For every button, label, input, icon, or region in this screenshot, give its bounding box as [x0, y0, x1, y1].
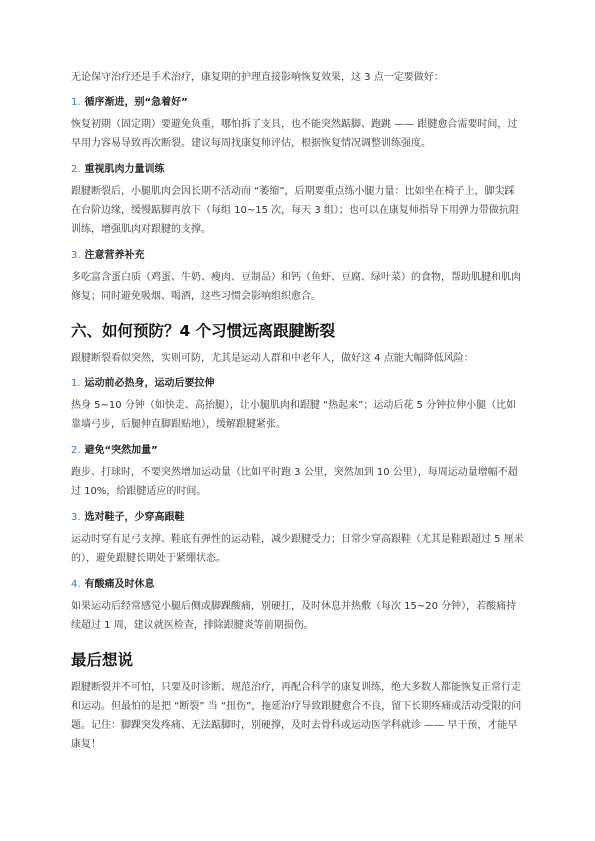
item-number: 1. [71, 97, 81, 108]
closing-body: 跟腱断裂并不可怕，只要及时诊断、规范治疗，再配合科学的康复训练，绝大多数人都能恢复正常行走和运动。但最怕的是把 “断裂” 当 “扭伤”，拖延治疗导致跟腱愈合不良，留下长期疼痛或活动受限的问题。记住：脚踝突发疼痛、无法踮脚时，别硬撑，及时去骨科或运动医学科就诊 —— 早干预，才能早康复！ [71, 682, 522, 750]
item-title-text: 运动前必热身，运动后要拉伸 [84, 378, 215, 389]
prevention-item [71, 441, 524, 501]
item-title-text: 重视肌肉力量训练 [84, 164, 165, 175]
recovery-intro: 无论保守治疗还是手术治疗，康复期的护理直接影响恢复效果，这 3 点一定要做好： [71, 72, 444, 83]
recovery-item-title [71, 93, 524, 112]
item-number: 2. [71, 164, 81, 175]
prevention-item-body: 如果运动后经常感觉小腿后侧或脚踝酸痛，别硬扛，及时休息并热敷（每次 15~20 分钟），若酸痛持续超过 1 周，建议就医检查，排除跟腱炎等前期损伤。 [71, 601, 517, 631]
prevention-item-body: 热身 5~10 分钟（如快走、高抬腿），让小腿肌肉和跟腱 “热起来”；运动后花 5 分钟拉伸小腿（比如靠墙弓步，后腿伸直脚跟贴地），缓解跟腱紧张。 [71, 400, 517, 430]
prevention-item-body: 跑步、打球时，不要突然增加运动量（比如平时跑 3 公里，突然加到 10 公里），每周运动量增幅不超过 10%，给跟腱适应的时间。 [71, 467, 518, 497]
item-number: 3. [71, 512, 81, 523]
prevention-item [71, 374, 524, 434]
prevention-intro: 跟腱断裂看似突然，实则可防，尤其是运动人群和中老年人，做好这 4 点能大幅降低风险： [71, 353, 474, 364]
item-number: 2. [71, 445, 81, 456]
recovery-item-title [71, 160, 524, 179]
item-title-text: 避免“突然加量” [84, 445, 158, 456]
item-number: 3. [71, 250, 81, 261]
prevention-item-title [71, 508, 524, 527]
prevention-heading: 六、如何预防？4 个习惯远离跟腱断裂 [71, 322, 336, 340]
recovery-item-body: 跟腱断裂后，小腿肌肉会因长期不活动而 “萎缩”，后期要重点练小腿力量：比如坐在椅子上，脚尖踩在台阶边缘，缓慢踮脚再放下（每组 10~15 次，每天 3 组）；也可以在康复师指导下用弹力带做抗阻训练，增强肌肉对跟腱的支撑。 [71, 186, 519, 235]
prevention-item [71, 575, 524, 635]
recovery-item [71, 246, 524, 306]
item-title-text: 有酸痛及时休息 [84, 579, 155, 590]
recovery-item [71, 160, 524, 239]
prevention-item-title [71, 441, 524, 460]
item-number: 4. [71, 579, 81, 590]
item-title-text: 选对鞋子，少穿高跟鞋 [84, 512, 185, 523]
item-number: 1. [71, 378, 81, 389]
recovery-item [71, 93, 524, 153]
prevention-item-title [71, 374, 524, 393]
recovery-item-body: 多吃富含蛋白质（鸡蛋、牛奶、瘦肉、豆制品）和钙（鱼虾、豆腐、绿叶菜）的食物，帮助肌腱和肌肉修复；同时避免吸烟、喝酒，这些习惯会影响组织愈合。 [71, 272, 521, 302]
closing-heading: 最后想说 [71, 651, 134, 669]
prevention-item [71, 508, 524, 568]
recovery-item-title [71, 246, 524, 265]
item-title-text: 循序渐进，别“急着好” [84, 97, 188, 108]
prevention-item-title [71, 575, 524, 594]
recovery-item-body: 恢复初期（固定期）要避免负重，哪怕拆了支具，也不能突然踮脚、跑跳 —— 跟腱愈合需要时间，过早用力容易导致再次断裂。建议每周找康复师评估，根据恢复情况调整训练强度。 [71, 119, 518, 149]
prevention-item-body: 运动时穿有足弓支撑、鞋底有弹性的运动鞋，减少跟腱受力；日常少穿高跟鞋（尤其是鞋跟超过 5 厘米的），避免跟腱长期处于紧绷状态。 [71, 534, 524, 564]
item-title-text: 注意营养补充 [84, 250, 145, 261]
